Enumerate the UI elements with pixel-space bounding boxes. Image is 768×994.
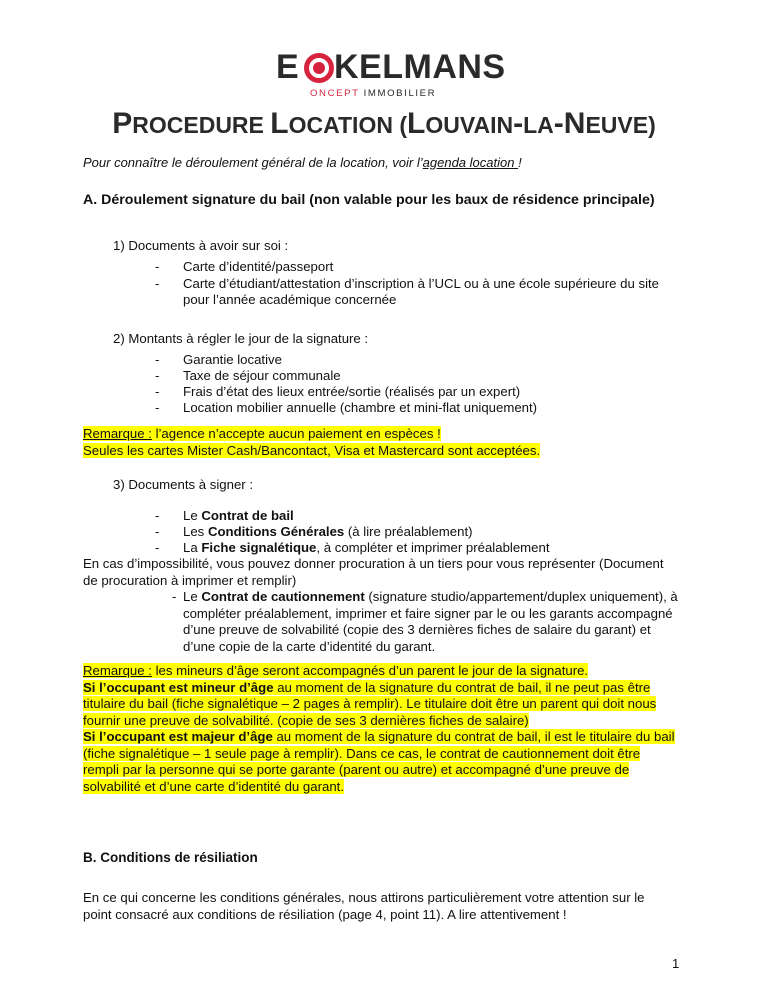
agenda-location-link[interactable]: agenda location: [422, 155, 519, 170]
section-a-heading: A. Déroulement signature du bail (non valable pour les baux de résidence principale): [83, 192, 655, 208]
logo-tagline: ONCEPT IMMOBILIER: [310, 88, 437, 99]
list-item: Frais d’état des lieux entrée/sortie (réalisés par un expert): [183, 384, 521, 399]
list-item-continued: pour l’année académique concernée: [183, 292, 397, 307]
remark-minors: Remarque : les mineurs d’âge seront accompagnés d’un parent le jour de la signature. Si l’occupant est mineur d’âge au moment de la signature du contrat de bail, il ne peut pas être titulaire du bail (fiche signalétique – 2 pages à remplir). Le titulaire doit être un parent qui doit nous fournir une preuve de solvabilité. (copie de ses 3 dernières fiches de salaire) Si l’occupant est majeur d’âge au moment de la signature du contrat de bail, il est le titulaire du bail (fiche signalétique – 1 seule page à remplir). Dans ce cas, le contrat de cautionnement doit être rempli par la personne qui se porte garante (parent ou autre) et accompagné d’une preuve de solvabilité et d’une carte d’identité du garant.: [83, 663, 675, 794]
logo-wordmark: KELMANS: [334, 48, 506, 86]
section-b-heading: B. Conditions de résiliation: [83, 850, 258, 865]
list-item: Les Conditions Générales (à lire préalablement): [183, 524, 473, 539]
list-item: Le Contrat de bail: [183, 508, 294, 523]
section-b-text: En ce qui concerne les conditions générales, nous attirons particulièrement votre attention sur le point consacré aux conditions de résiliation (page 4, point 11). A lire attentivement !: [83, 890, 645, 922]
step-1-label: 1) Documents à avoir sur soi :: [113, 238, 289, 253]
page-number: 1: [672, 956, 680, 971]
step-2-label: 2) Montants à régler le jour de la signature :: [113, 331, 369, 346]
company-logo: [276, 48, 506, 99]
document-page: E KELMANS ONCEPT IMMOBILIER PROCEDURE LOCATION (LOUVAIN-LA-NEUVE) Pour connaître le déroulement général de la location, voir l’agenda location ! A. Déroulement signature du bail (non valable pour les baux de résidence principale) 1) Documents à avoir sur soi : - Carte d’identité/passeport - Carte d’étudiant/attestation d’inscription à l’UCL ou à une école supérieure du site pour l’année académique concernée 2) Montants à régler le jour de la signature : - Garantie locative - Taxe de séjour communale - Frais d’état des lieux entrée/sortie (réalisés par un expert) - Location mobilier annuelle (chambre et mini-flat uniquement) Remarque : l’agence n’accepte aucun paiement en espèces ! Seules les cartes Mister Cash/Bancontact, Visa et Mastercard sont acceptées. 3) Documents à signer : - Le Contrat de bail - Les Conditions Générales (à lire préalablement) - La Fiche signalétique, à compléter et imprimer préalablement En cas d’impossibilité, vous pouvez donner procuration à un tiers pour vous représenter (Document de procuration à imprimer et remplir) - Le Contrat de cautionnement (signature studio/appartement/duplex uniquement), à compléter préalablement, imprimer et faire signer par le ou les garants accompagné d’une preuve de solvabilité (copie des 3 dernières fiches de salaire du garant) et d’une copie de la carte d’identité du garant. Remarque : les mineurs d’âge seront accompagnés d’un parent le jour de la signature. Si l’occupant est mineur d’âge au moment de la signature du contrat de bail, il ne peut pas être titulaire du bail (fiche signalétique – 2 pages à remplir). Le titulaire doit être un parent qui doit nous fournir une preuve de solvabilité. (copie de ses 3 dernières fiches de salaire) Si l’occupant est majeur d’âge au moment de la signature du contrat de bail, il est le titulaire du bail (fiche signalétique – 1 seule page à remplir). Dans ce cas, le contrat de cautionnement doit être rempli par la personne qui se porte garante (parent ou autre) et accompagné d’une preuve de solvabilité et d’une carte d’identité du garant. B. Conditions de résiliation En ce qui concerne les conditions générales, nous attirons particulièrement votre attention sur le point consacré aux conditions de résiliation (page 4, point 11). A lire attentivement ! 1: [0, 0, 768, 994]
page-title: PROCEDURE LOCATION (LOUVAIN-LA-NEUVE): [112, 107, 656, 140]
list-item: Carte d’identité/passeport: [183, 259, 334, 274]
list-item: Taxe de séjour communale: [183, 368, 341, 383]
step-3-label: 3) Documents à signer :: [113, 477, 253, 492]
logo-ring-icon: [304, 53, 334, 83]
procuration-text: En cas d’impossibilité, vous pouvez donner procuration à un tiers pour vous représenter (Document de procuration à imprimer et remplir): [83, 556, 664, 588]
list-item: Location mobilier annuelle (chambre et mini-flat uniquement): [183, 400, 538, 415]
list-item: Garantie locative: [183, 352, 282, 367]
remark-payment: Remarque : l’agence n’accepte aucun paiement en espèces ! Seules les cartes Mister Cash/Bancontact, Visa et Mastercard sont acceptées.: [83, 426, 541, 458]
intro-text: Pour connaître le déroulement général de la location, voir l’agenda location !: [83, 155, 522, 170]
list-item: Le Contrat de cautionnement (signature studio/appartement/duplex uniquement), à compléter préalablement, imprimer et faire signer par le ou les garants accompagné d’une preuve de solvabilité (copie des 3 dernières fiches de salaire du garant) et d’une copie de la carte d’identité du garant.: [183, 589, 678, 654]
list-item: Carte d’étudiant/attestation d’inscription à l’UCL ou à une école supérieure du site: [183, 276, 660, 291]
logo-letter-e: E: [276, 48, 300, 86]
list-item: La Fiche signalétique, à compléter et imprimer préalablement: [183, 540, 550, 555]
